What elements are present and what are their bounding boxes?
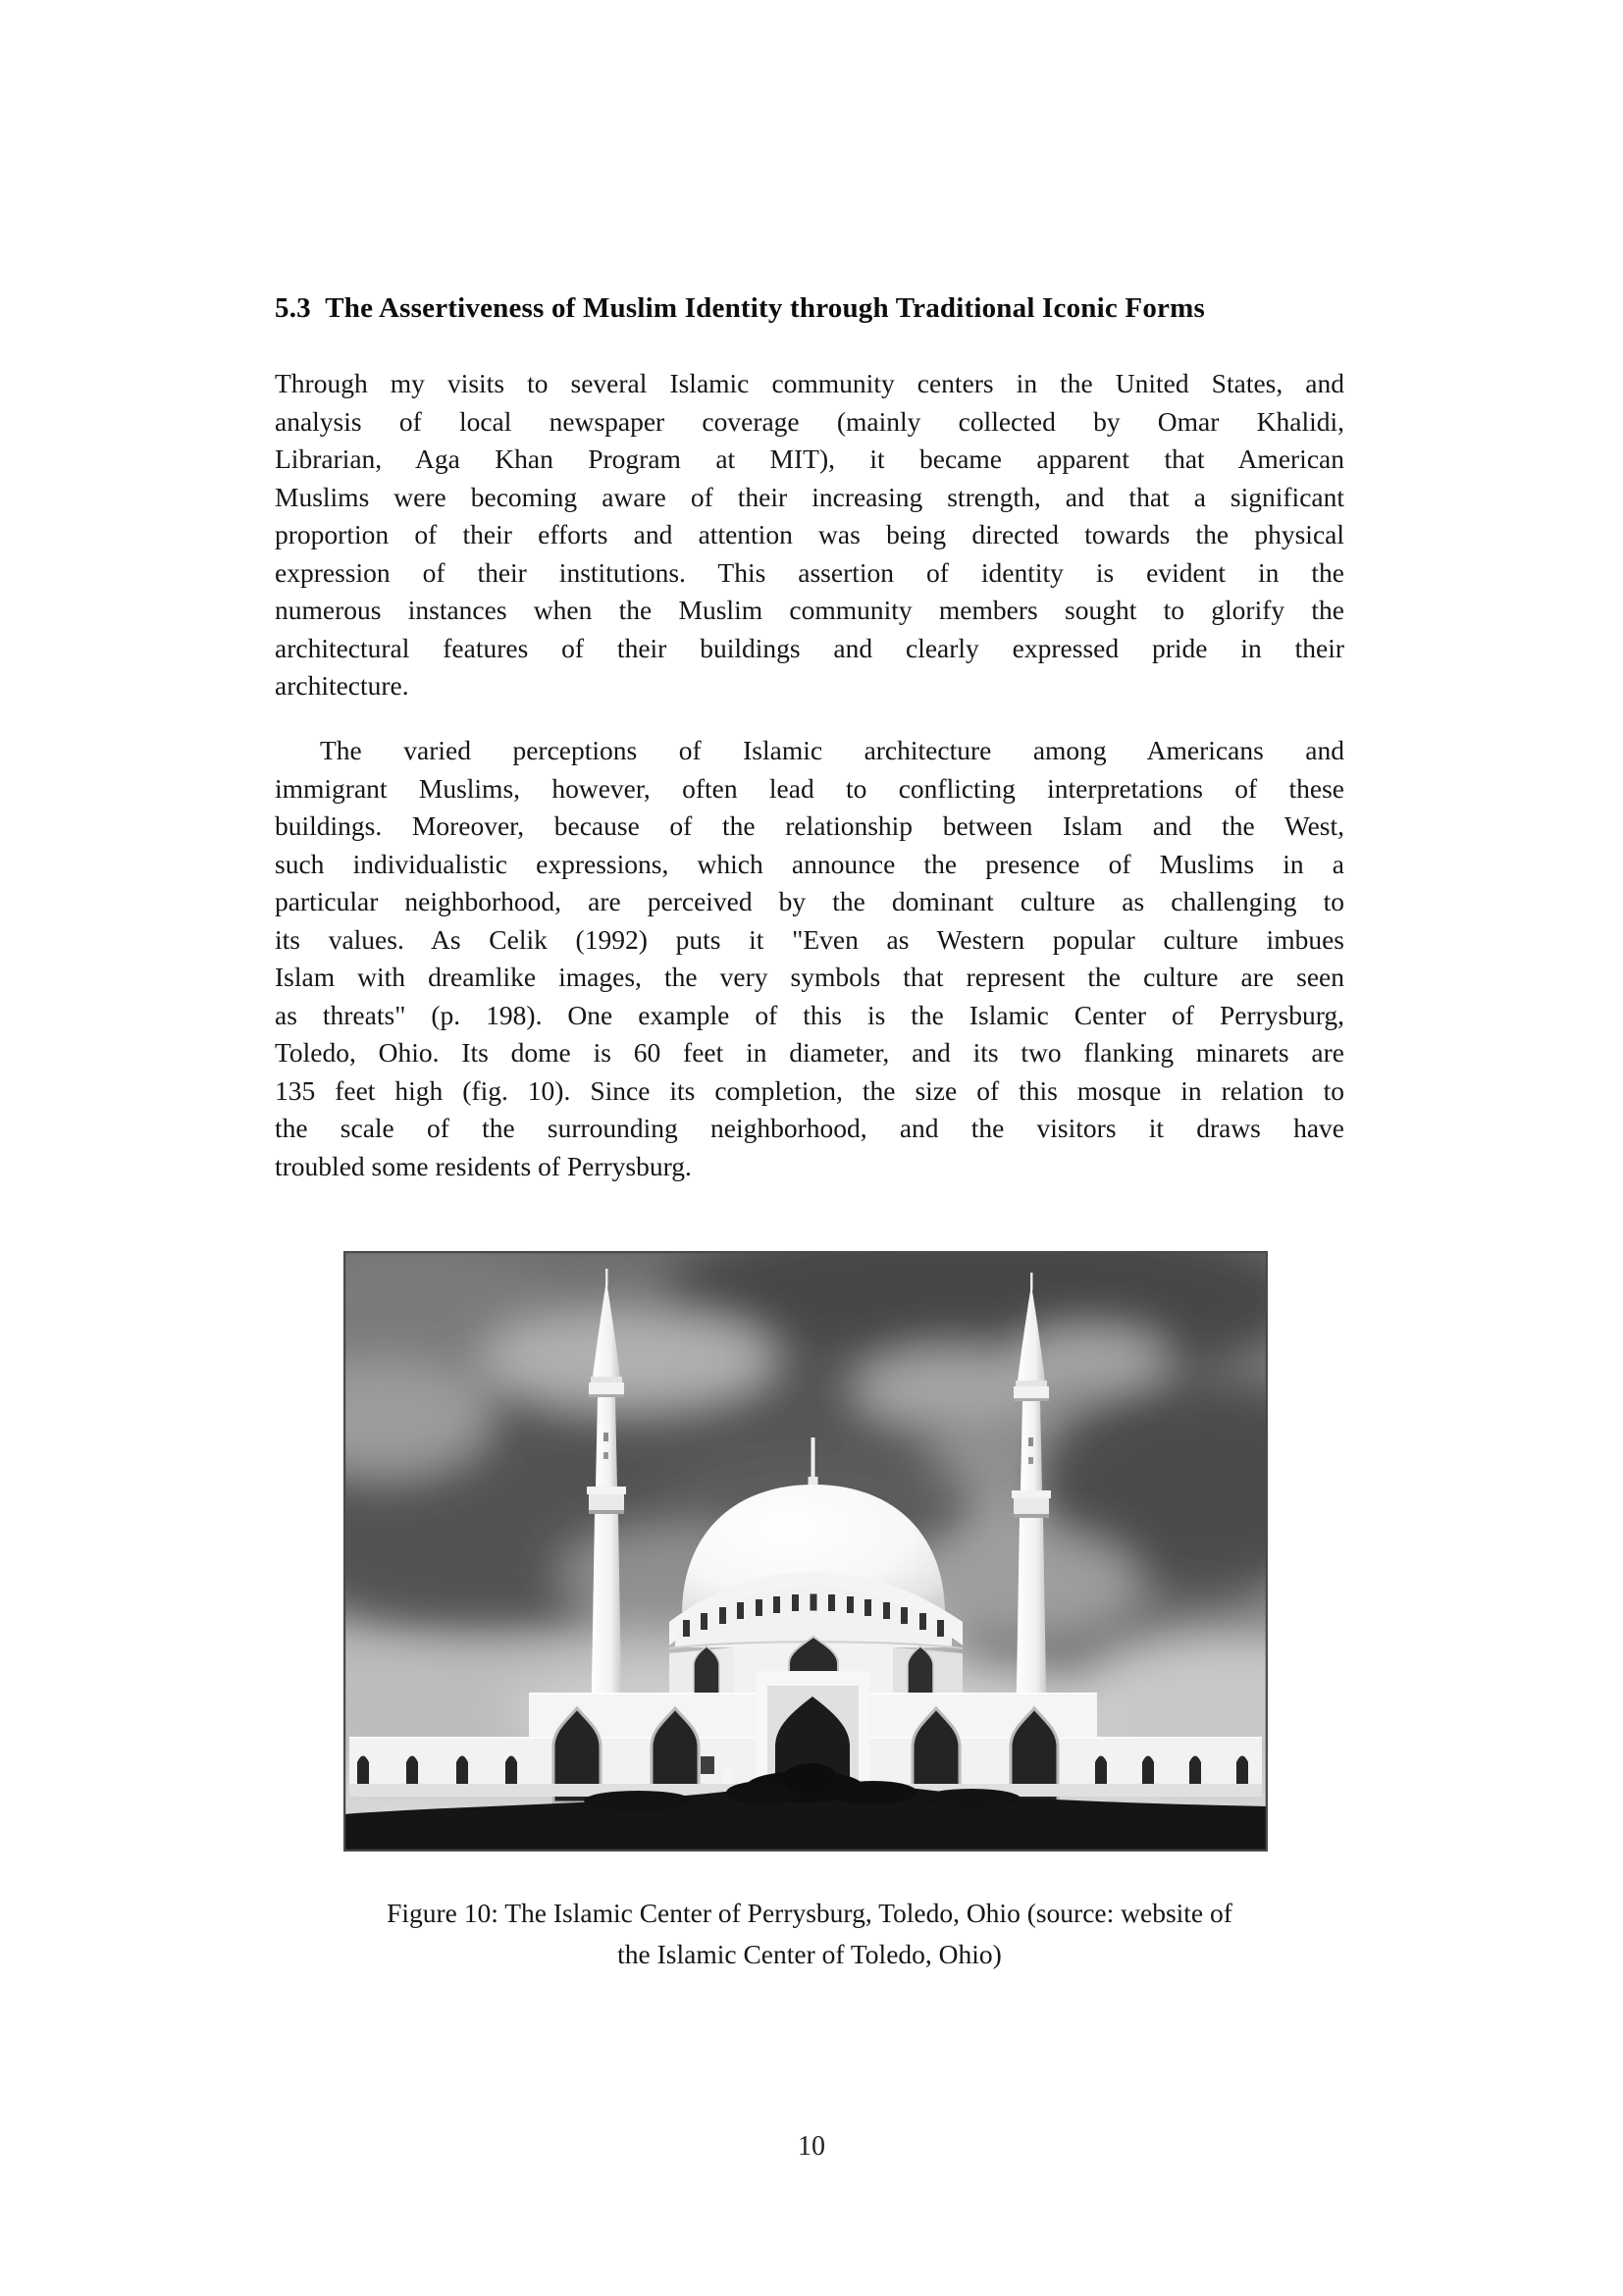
- text-line: Muslims were becoming aware of their increasing strength, and that a significant: [275, 481, 1344, 512]
- mosque-photo: [343, 1251, 1268, 1852]
- paragraph-1: [275, 365, 1344, 705]
- text-line: particular neighborhood, are perceived by the dominant culture as challenging to: [275, 886, 1344, 916]
- page-number: 10: [798, 2131, 825, 2162]
- text-line: Islam with dreamlike images, the very symbols that represent the culture are seen: [275, 962, 1344, 992]
- text-line: Toledo, Ohio. Its dome is 60 feet in diameter, and its two flanking minarets are: [275, 1037, 1344, 1068]
- figure-caption: [275, 1893, 1344, 1975]
- text-line: troubled some residents of Perrysburg.: [275, 1150, 692, 1181]
- text-line: Librarian, Aga Khan Program at MIT), it became apparent that American: [275, 444, 1344, 474]
- text-line: Through my visits to several Islamic community centers in the United States, and: [275, 368, 1344, 398]
- text-line: such individualistic expressions, which announce the presence of Muslims in a: [275, 848, 1344, 879]
- text-line: architectural features of their buildings and clearly expressed pride in their: [275, 632, 1344, 663]
- text-line: architecture.: [275, 670, 409, 701]
- text-line: immigrant Muslims, however, often lead to conflicting interpretations of these: [275, 772, 1344, 804]
- text-line: numerous instances when the Muslim community members sought to glorify the: [275, 595, 1344, 625]
- text-line: as threats" (p. 198). One example of this is the Islamic Center of Perrysburg,: [275, 999, 1344, 1030]
- text-line: The varied perceptions of Islamic architecture among Americans and: [320, 735, 1344, 765]
- text-line: Figure 10: The Islamic Center of Perrysburg, Toledo, Ohio (source: website of: [387, 1898, 1232, 1928]
- figure-10: [343, 1251, 1268, 1852]
- text-line: 135 feet high (fig. 10). Since its completion, the size of this mosque in relation to: [275, 1074, 1344, 1106]
- text-line: the scale of the surrounding neighborhood, and the visitors it draws have: [275, 1113, 1344, 1143]
- text-line: its values. As Celik (1992) puts it "Even as Western popular culture imbues: [275, 923, 1344, 955]
- paragraph-2: [275, 732, 1344, 1185]
- text-line: analysis of local newspaper coverage (mainly collected by Omar Khalidi,: [275, 405, 1344, 437]
- section-heading: 5.3 The Assertiveness of Muslim Identity through Traditional Iconic Forms: [275, 292, 1205, 324]
- text-line: expression of their institutions. This assertion of identity is evident in the: [275, 556, 1344, 588]
- text-line: the Islamic Center of Toledo, Ohio): [617, 1939, 1002, 1969]
- text-line: buildings. Moreover, because of the relationship between Islam and the West,: [275, 810, 1344, 841]
- text-line: proportion of their efforts and attention was being directed towards the physical: [275, 519, 1344, 549]
